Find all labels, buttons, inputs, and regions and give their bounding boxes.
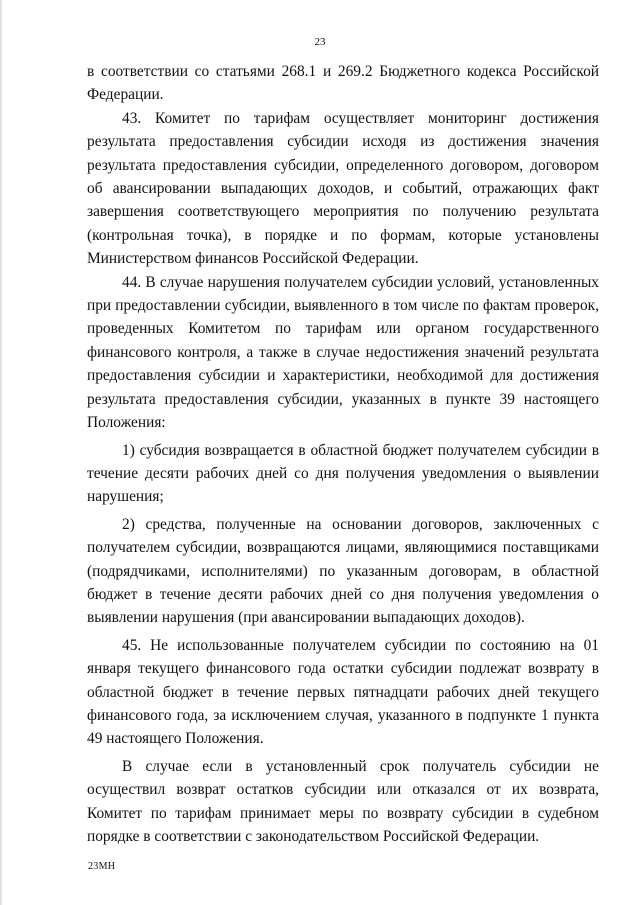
footer-code: 23МН	[88, 861, 116, 872]
scan-edge	[0, 0, 3, 905]
paragraph-43: 43. Комитет по тарифам осуществляет мониторинг достижения результата предоставления субсидии исходя из достижения значения результата предоставления субсидии, определенного договором, договором об авансировании выпадающих доходов, и событий, отражающих факт завершения соответствующего мероприятия по получению результата (контрольная точка), в порядке и по формам, которые установлены Министерством финансов Российской Федерации.	[87, 109, 599, 268]
paragraph-44-item-1: 1) субсидия возвращается в областной бюджет получателем субсидии в течение десяти рабочих дней со дня получения уведомления о выявлении нарушения;	[87, 441, 599, 506]
paragraph-45: 45. Не использованные получателем субсидии по состоянию на 01 января текущего финансового года остатки субсидии подлежат возврату в областной бюджет в течение первых пятнадцати рабочих дней текущего финансового года, за исключением случая, указанного в подпункте 1 пункта 49 настоящего Положения.	[87, 636, 599, 748]
paragraph-44: 44. В случае нарушения получателем субсидии условий, установленных при предоставлении субсидии, выявленного в том числе по фактам проверок, проведенных Комитетом по тарифам или органом государственного финансового контроля, а также в случае недостижения значений результата предоставления субсидии и характеристики, необходимой для достижения результата предоставления субсидии, указанных в пункте 39 настоящего Положения:	[87, 273, 599, 432]
page-number: 23	[314, 36, 326, 48]
document-body	[87, 60, 599, 848]
paragraph-continuation: в соответствии со статьями 268.1 и 269.2 Бюджетного кодекса Российской Федерации.	[87, 63, 599, 104]
paragraph-44-item-2: 2) средства, полученные на основании договоров, заключенных с получателем субсидии, возвращаются лицами, являющимися поставщиками (подрядчиками, исполнителями) по указанным договорам, в областной бюджет в течение десяти рабочих дней со дня получения уведомления о выявлении нарушения (при авансировании выпадающих доходов).	[87, 515, 599, 627]
paragraph-45-refund: В случае если в установленный срок получатель субсидии не осуществил возврат остатков субсидии или отказался от их возврата, Комитет по тарифам принимает меры по возврату субсидии в судебном порядке в соответствии с законодательством Российской Федерации.	[87, 757, 599, 845]
